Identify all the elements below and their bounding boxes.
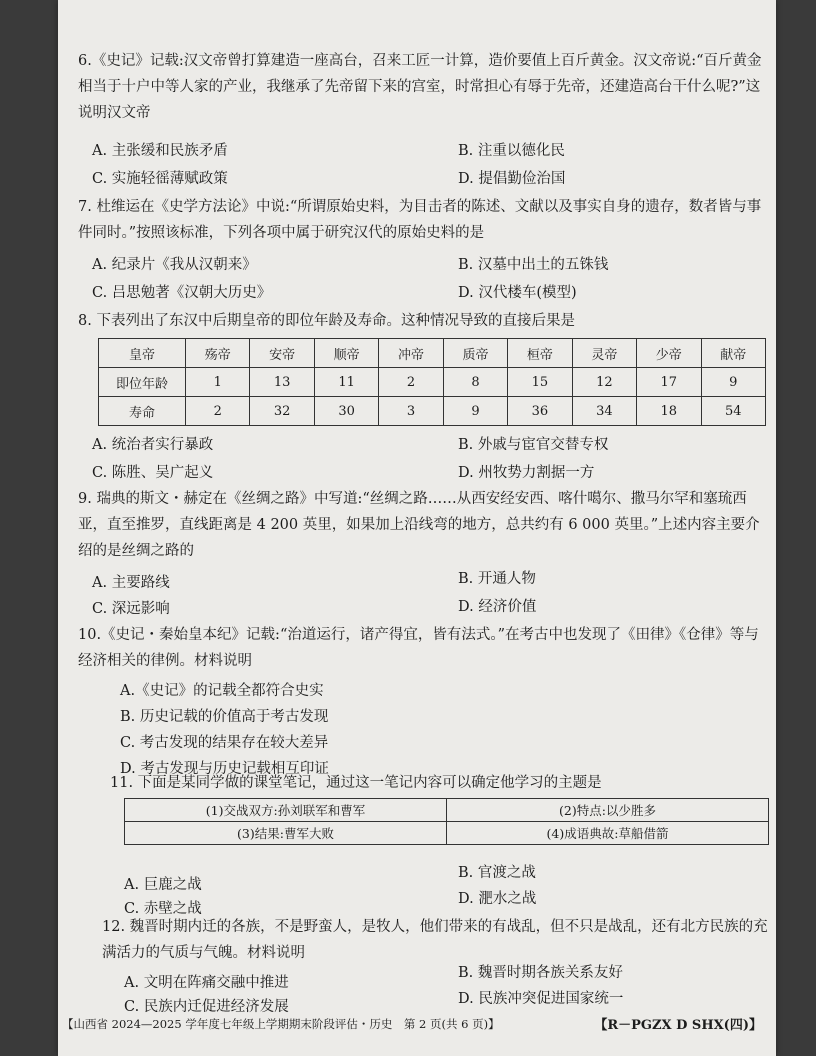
- table-row: [125, 822, 769, 845]
- q10-option-a: A.《史记》的记载全都符合史实: [120, 683, 324, 699]
- q9-option-b: B. 开通人物: [458, 571, 536, 587]
- table-cell: 即位年龄: [99, 368, 186, 397]
- q7-option-b: B. 汉墓中出土的五铢钱: [458, 257, 609, 273]
- q11-option-b: B. 官渡之战: [458, 865, 536, 881]
- question-9: 9. 瑞典的斯文・赫定在《丝绸之路》中写道:“丝绸之路……从西安经安西、喀什噶尔、撒马尔罕和塞琉西亚，直至推罗，直线距离是 4 200 英里，如果加上沿线弯的地方，总共约有 6 000 英里。”上述内容主要介绍的是丝绸之路的: [78, 491, 760, 559]
- q6-option-a: A. 主张缓和民族矛盾: [92, 143, 228, 159]
- table-row: [99, 397, 766, 426]
- table-cell: 9: [443, 397, 507, 426]
- q7-option-c: C. 吕思勉著《汉朝大历史》: [92, 285, 272, 301]
- table-header-cell: 少帝: [637, 339, 701, 368]
- q8-option-c: C. 陈胜、吴广起义: [92, 465, 214, 481]
- q9-option-a: A. 主要路线: [92, 575, 170, 591]
- q10-option-d: D. 考古发现与历史记载相互印证: [120, 761, 329, 777]
- question-11: 11. 下面是某同学做的课堂笔记，通过这一笔记内容可以确定他学习的主题是: [110, 775, 602, 791]
- emperor-age-table: [98, 338, 766, 426]
- q9-option-c: C. 深远影响: [92, 601, 170, 617]
- q6-option-d: D. 提倡勤俭治国: [458, 171, 566, 187]
- table-row: [99, 368, 766, 397]
- q6-option-b: B. 注重以德化民: [458, 143, 565, 159]
- q11-option-d: D. 淝水之战: [458, 891, 537, 907]
- table-cell: 寿命: [99, 397, 186, 426]
- table-header-cell: 质帝: [443, 339, 507, 368]
- footer-exam-info: 【山西省 2024—2025 学年度七年级上学期期末阶段评估・历史 第 2 页(共 6 页)】: [62, 1016, 500, 1031]
- table-cell: 32: [250, 397, 314, 426]
- page-footer: [62, 1014, 762, 1033]
- table-cell: 3: [379, 397, 443, 426]
- table-header-cell: 安帝: [250, 339, 314, 368]
- q7-option-d: D. 汉代楼车(模型): [458, 285, 577, 301]
- q8-option-b: B. 外戚与宦官交替专权: [458, 437, 609, 453]
- table-cell: 2: [186, 397, 250, 426]
- q8-option-a: A. 统治者实行暴政: [92, 437, 214, 453]
- q7-option-a: A. 纪录片《我从汉朝来》: [92, 257, 257, 273]
- q12-option-c: C. 民族内迁促进经济发展: [124, 999, 289, 1015]
- question-12: 12. 魏晋时期内迁的各族，不是野蛮人，是牧人，他们带来的有战乱，但不只是战乱，还有北方民族的充满活力的气质与气魄。材料说明: [102, 919, 768, 961]
- question-6: 6.《史记》记载:汉文帝曾打算建造一座高台，召来工匠一计算，造价要值上百斤黄金。汉文帝说:“百斤黄金相当于十户中等人家的产业，我继承了先帝留下来的宫室，时常担心有辱于先帝，还建造高台干什么呢?”这说明汉文帝: [78, 53, 762, 121]
- class-notes-table: [124, 798, 769, 845]
- q12-option-b: B. 魏晋时期各族关系友好: [458, 965, 623, 981]
- note-cell: (3)结果:曹军大败: [125, 822, 447, 845]
- table-cell: 54: [701, 397, 766, 426]
- note-cell: (1)交战双方:孙刘联军和曹军: [125, 799, 447, 822]
- q11-option-a: A. 巨鹿之战: [124, 877, 202, 893]
- table-header-cell: 桓帝: [508, 339, 572, 368]
- table-cell: 13: [250, 368, 314, 397]
- table-header-cell: 皇帝: [99, 339, 186, 368]
- q8-option-d: D. 州牧势力割据一方: [458, 465, 595, 481]
- table-cell: 12: [572, 368, 636, 397]
- q10-option-b: B. 历史记载的价值高于考古发现: [120, 709, 329, 725]
- table-cell: 11: [314, 368, 378, 397]
- table-cell: 15: [508, 368, 572, 397]
- table-cell: 9: [701, 368, 766, 397]
- table-row: [125, 799, 769, 822]
- q11-option-c: C. 赤壁之战: [124, 901, 202, 917]
- table-cell: 36: [508, 397, 572, 426]
- table-cell: 18: [637, 397, 701, 426]
- table-cell: 17: [637, 368, 701, 397]
- q9-option-d: D. 经济价值: [458, 599, 537, 615]
- table-cell: 30: [314, 397, 378, 426]
- q12-option-d: D. 民族冲突促进国家统一: [458, 991, 624, 1007]
- table-header-row: [99, 339, 766, 368]
- table-cell: 2: [379, 368, 443, 397]
- table-header-cell: 灵帝: [572, 339, 636, 368]
- q6-option-c: C. 实施轻徭薄赋政策: [92, 171, 228, 187]
- question-10: 10.《史记・秦始皇本纪》记载:“治道运行，诸产得宜，皆有法式。”在考古中也发现了《田律》《仓律》等与经济相关的律例。材料说明: [78, 627, 759, 669]
- q12-option-a: A. 文明在阵痛交融中推进: [124, 975, 289, 991]
- footer-paper-code: 【R－PGZX D SHX(四)】: [594, 1018, 762, 1033]
- table-header-cell: 冲帝: [379, 339, 443, 368]
- table-header-cell: 献帝: [701, 339, 766, 368]
- table-header-cell: 顺帝: [314, 339, 378, 368]
- note-cell: (4)成语典故:草船借箭: [447, 822, 769, 845]
- question-7: 7. 杜维运在《史学方法论》中说:“所谓原始史料，为目击者的陈述、文献以及事实自身的遗存，数者皆与事件同时。”按照该标准，下列各项中属于研究汉代的原始史料的是: [78, 199, 762, 241]
- table-cell: 8: [443, 368, 507, 397]
- note-cell: (2)特点:以少胜多: [447, 799, 769, 822]
- table-cell: 1: [186, 368, 250, 397]
- table-header-cell: 殇帝: [186, 339, 250, 368]
- table-cell: 34: [572, 397, 636, 426]
- q10-option-c: C. 考古发现的结果存在较大差异: [120, 735, 329, 751]
- question-8: 8. 下表列出了东汉中后期皇帝的即位年龄及寿命。这种情况导致的直接后果是: [78, 313, 575, 329]
